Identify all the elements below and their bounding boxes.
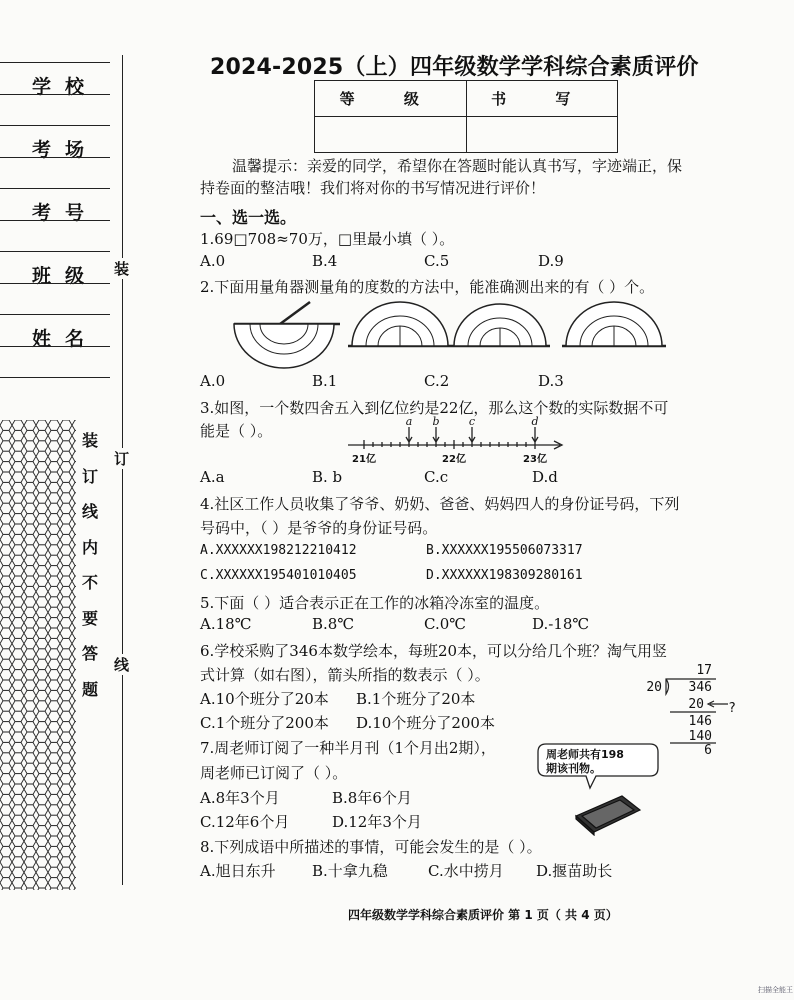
q4-option-c: C.XXXXXX195401010405 bbox=[200, 568, 357, 583]
remainder: 6 bbox=[704, 743, 712, 756]
q5-option-b: B.8℃ bbox=[312, 615, 355, 633]
scanner-watermark: 扫描全能王 bbox=[758, 986, 793, 994]
q3-option-d: D.d bbox=[532, 468, 558, 486]
speech-bubble-figure bbox=[536, 740, 660, 836]
page-footer: 四年级数学学科综合素质评价 第 1 页（ 共 4 页） bbox=[348, 908, 618, 922]
q2-option-d: D.3 bbox=[538, 372, 564, 390]
question-8: 8.下列成语中所描述的事情，可能会发生的是（ ）。 bbox=[200, 838, 542, 856]
question-6-line-1: 6.学校采购了346本数学绘本，每班20本，可以分给几个班？淘气用竖 bbox=[200, 642, 668, 660]
page-title: 2024-2025（上）四年级数学学科综合素质评价 bbox=[210, 55, 699, 80]
stub-label: 学校 bbox=[32, 76, 99, 98]
question-2: 2.下面用量角器测量角的度数的方法中，能准确测出来的有（ ）个。 bbox=[200, 278, 655, 296]
q5-option-a: A.18℃ bbox=[200, 615, 252, 633]
protractor-4 bbox=[562, 302, 666, 346]
tick-23: 23亿 bbox=[523, 454, 547, 465]
q1-option-c: C.5 bbox=[424, 252, 450, 270]
q4-option-a: A.XXXXXX198212210412 bbox=[200, 543, 357, 558]
q1-option-d: D.9 bbox=[538, 252, 564, 270]
q2-option-a: A.0 bbox=[200, 372, 226, 390]
point-d: d bbox=[531, 415, 539, 428]
partial-2: 146 bbox=[688, 714, 712, 729]
q7-option-a: A.8年3个月 bbox=[200, 789, 280, 807]
q8-option-c: C.水中捞月 bbox=[428, 862, 504, 880]
stub-label: 考号 bbox=[32, 202, 99, 224]
q2-option-b: B.1 bbox=[312, 372, 338, 390]
binding-char: 订 bbox=[114, 450, 130, 468]
q3-option-a: A.a bbox=[200, 468, 225, 486]
question-6-line-2: 式计算（如右图），箭头所指的数表示（ ）。 bbox=[200, 666, 490, 684]
q7-option-c: C.12年6个月 bbox=[200, 813, 290, 831]
stub-label: 姓名 bbox=[32, 328, 99, 350]
hexagon-pattern bbox=[0, 420, 78, 890]
q6-option-a: A.10个班分了20本 bbox=[200, 690, 329, 708]
question-mark: ? bbox=[728, 701, 736, 716]
q5-option-c: C.0℃ bbox=[424, 615, 467, 633]
q2-option-c: C.2 bbox=[424, 372, 450, 390]
q6-option-b: B.1个班分了20本 bbox=[356, 690, 476, 708]
q7-option-b: B.8年6个月 bbox=[332, 789, 412, 807]
question-4-line-1: 4.社区工作人员收集了爷爷、奶奶、爸爸、妈妈四人的身份证号码，下列 bbox=[200, 495, 680, 513]
bubble-line-1: 周老师共有198 bbox=[546, 748, 624, 761]
bubble-line-2: 期该刊物。 bbox=[546, 762, 601, 775]
q7-option-d: D.12年3个月 bbox=[332, 813, 422, 831]
point-c: c bbox=[468, 415, 476, 428]
grade-cell bbox=[315, 117, 467, 153]
question-3-line-2: 能是（ ）。 bbox=[200, 422, 273, 440]
stub-row-number bbox=[0, 189, 110, 252]
divisor: 20 bbox=[646, 680, 662, 695]
tick-22: 22亿 bbox=[442, 454, 466, 465]
stub-row-class bbox=[0, 252, 110, 315]
binding-line bbox=[122, 55, 123, 885]
q1-option-b: B.4 bbox=[312, 252, 338, 270]
q8-option-a: A.旭日东升 bbox=[200, 862, 276, 880]
question-1: 1.69□708≈70万，□里最小填（ ）。 bbox=[200, 230, 455, 248]
tip-line-2: 持卷面的整洁哦！我们将对你的书写情况进行评价！ bbox=[200, 179, 546, 197]
writing-cell bbox=[466, 117, 618, 153]
number-line bbox=[340, 413, 570, 465]
dividend: 346 bbox=[688, 680, 712, 695]
stub-label: 考场 bbox=[32, 139, 99, 161]
protractor-2 bbox=[348, 302, 452, 346]
q5-option-d: D.-18℃ bbox=[532, 615, 590, 633]
protractor-figures bbox=[230, 300, 670, 372]
grade-table bbox=[314, 80, 618, 153]
q6-option-d: D.10个班分了200本 bbox=[356, 714, 495, 732]
question-4-line-2: 号码中，（ ）是爷爷的身份证号码。 bbox=[200, 519, 438, 537]
q1-option-a: A.0 bbox=[200, 252, 226, 270]
question-5: 5.下面（ ）适合表示正在工作的冰箱冷冻室的温度。 bbox=[200, 594, 550, 612]
point-b: b bbox=[432, 415, 440, 428]
binding-char: 装 bbox=[114, 260, 130, 278]
writing-header: 书 写 bbox=[466, 81, 618, 117]
tip-line-1: 温馨提示：亲爱的同学，希望你在答题时能认真书写，字迹端正，保 bbox=[232, 157, 683, 175]
q4-option-d: D.XXXXXX198309280161 bbox=[426, 568, 583, 583]
binding-char: 线 bbox=[114, 656, 130, 674]
question-7-line-2: 周老师已订阅了（ ）。 bbox=[200, 764, 348, 782]
q8-option-d: D.揠苗助长 bbox=[536, 862, 613, 880]
protractor-1 bbox=[234, 302, 340, 368]
product-2: 140 bbox=[688, 729, 712, 744]
product-1: 20 bbox=[688, 697, 704, 712]
q6-option-c: C.1个班分了200本 bbox=[200, 714, 329, 732]
magazine-icon bbox=[576, 796, 640, 835]
q4-option-b: B.XXXXXX195506073317 bbox=[426, 543, 583, 558]
quotient: 17 bbox=[696, 663, 712, 678]
q3-option-c: C.c bbox=[424, 468, 449, 486]
question-3-line-1: 3.如图，一个数四舍五入到亿位约是22亿，那么这个数的实际数据不可 bbox=[200, 399, 669, 417]
section-heading: 一、选一选。 bbox=[200, 208, 297, 227]
question-7-line-1: 7.周老师订阅了一种半月刊（1个月出2期）， bbox=[200, 739, 496, 757]
point-a: a bbox=[405, 415, 413, 428]
protractor-3 bbox=[452, 304, 550, 346]
tick-21: 21亿 bbox=[352, 454, 376, 465]
stub-label: 班级 bbox=[32, 265, 99, 287]
no-answer-notice: 装 订 线 内 不 要 答 题 bbox=[82, 431, 99, 699]
stub-row-school bbox=[0, 63, 110, 126]
q8-option-b: B.十拿九稳 bbox=[312, 862, 388, 880]
stub-row-name bbox=[0, 315, 110, 378]
student-info-stub bbox=[0, 62, 110, 378]
q3-option-b: B. b bbox=[312, 468, 343, 486]
stub-row-room bbox=[0, 126, 110, 189]
grade-header: 等 级 bbox=[315, 81, 467, 117]
